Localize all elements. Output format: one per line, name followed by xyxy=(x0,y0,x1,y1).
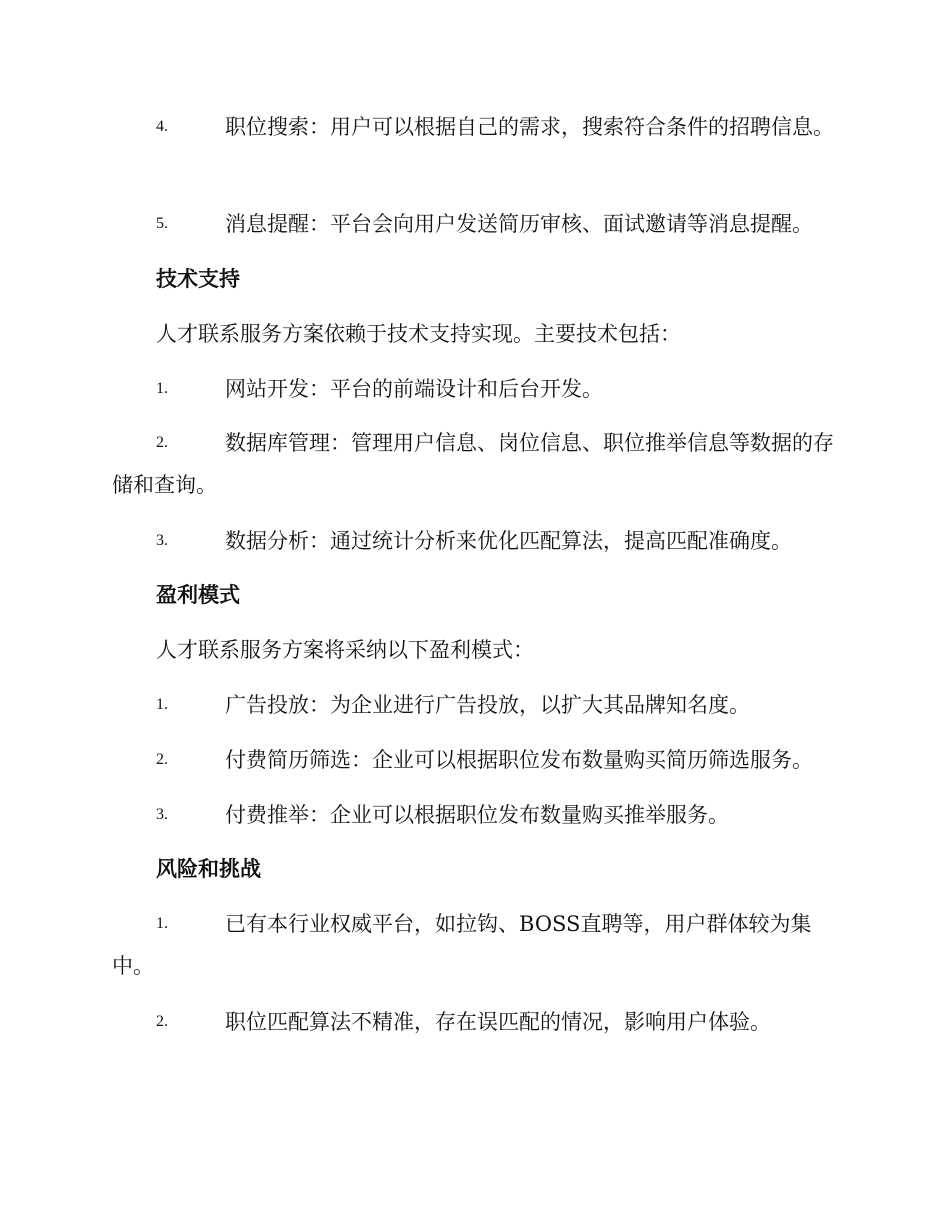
list-text: 消息提醒：平台会向用户发送简历审核、面试邀请等消息提醒。 xyxy=(225,212,813,236)
list-item xyxy=(112,106,834,148)
list-number: 3. xyxy=(156,806,168,823)
list-text: 付费推举：企业可以根据职位发布数量购买推举服务。 xyxy=(225,803,729,827)
list-item xyxy=(112,794,834,836)
list-text: 网站开发：平台的前端设计和后台开发。 xyxy=(225,377,603,401)
list-item xyxy=(112,520,834,562)
list-text: 职位搜索：用户可以根据自己的需求，搜索符合条件的招聘信息。 xyxy=(225,115,834,139)
list-text: 广告投放：为企业进行广告投放，以扩大其品牌知名度。 xyxy=(225,693,750,717)
list-item xyxy=(112,422,834,506)
list-text: 数据分析：通过统计分析来优化匹配算法，提高匹配准确度。 xyxy=(225,529,792,553)
list-number: 1. xyxy=(156,915,168,932)
list-number: 2. xyxy=(156,751,168,768)
paragraph-profit-intro: 人才联系服务方案将采纳以下盈利模式： xyxy=(156,638,534,662)
list-item xyxy=(112,1001,834,1043)
list-number: 2. xyxy=(156,434,168,451)
section-heading-risk: 风险和挑战 xyxy=(156,857,261,881)
list-text: 职位匹配算法不精准，存在误匹配的情况，影响用户体验。 xyxy=(225,1010,771,1034)
list-number: 3. xyxy=(156,532,168,549)
list-item xyxy=(112,684,834,726)
section-heading-profit: 盈利模式 xyxy=(156,583,240,607)
list-number: 5. xyxy=(156,215,168,232)
list-item xyxy=(112,368,834,410)
paragraph-tech-intro: 人才联系服务方案依赖于技术支持实现。主要技术包括： xyxy=(156,322,681,346)
list-number: 1. xyxy=(156,380,168,397)
list-item xyxy=(112,903,834,987)
list-number: 1. xyxy=(156,696,168,713)
list-number: 2. xyxy=(156,1013,168,1030)
section-heading-tech: 技术支持 xyxy=(156,267,240,291)
list-text: 付费简历筛选：企业可以根据职位发布数量购买简历筛选服务。 xyxy=(225,748,813,772)
list-text: 已有本行业权威平台，如拉钩、BOSS直聘等，用户群体较为集中。 xyxy=(112,912,812,978)
list-item xyxy=(112,739,834,781)
list-text: 数据库管理：管理用户信息、岗位信息、职位推举信息等数据的存储和查询。 xyxy=(112,431,834,497)
list-item xyxy=(112,203,834,245)
list-number: 4. xyxy=(156,118,168,135)
